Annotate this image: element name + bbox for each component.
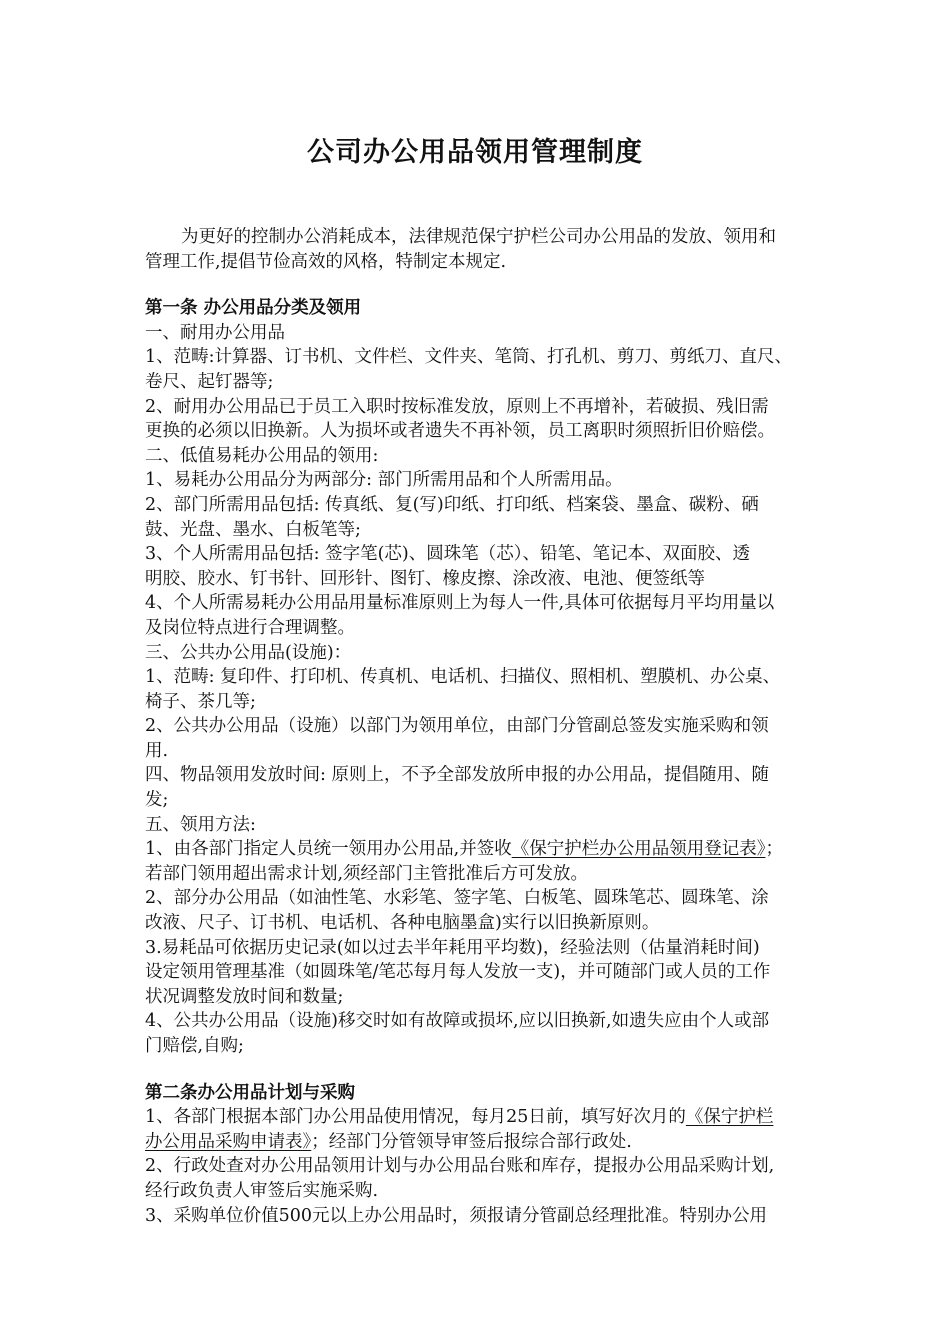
body-line	[145, 1130, 840, 1155]
body-line: 3、个人所需用品包括: 签字笔(芯)、圆珠笔（芯）、铅笔、笔记本、双面胶、透	[145, 544, 750, 565]
body-text: 1、各部门根据本部门办公用品使用情况，每月25日前，填写好次月的	[145, 1107, 686, 1128]
body-text: ；经部门分管领导审签后报综合部行政处.	[311, 1131, 632, 1152]
body-line: 4、个人所需易耗办公用品用量标准原则上为每人一件,具体可依据每月平均用量以	[145, 593, 775, 614]
body-line: 设定领用管理基准（如圆珠笔/笔芯每月每人发放一支)，并可随部门或人员的工作	[145, 962, 771, 983]
body-line: 用.	[145, 740, 169, 761]
body-text: 1、由各部门指定人员统一领用办公用品,并签收	[145, 839, 512, 860]
body-line: 鼓、光盘、墨水、白板笔等;	[145, 519, 361, 540]
body-line: 明胶、胶水、钉书针、回形针、图钉、橡皮擦、涂改液、电池、便签纸等	[145, 568, 705, 589]
body-line: 2、部分办公用品（如油性笔、水彩笔、签字笔、白板笔、圆珠笔芯、圆珠笔、涂	[145, 888, 769, 909]
body-line	[145, 837, 840, 862]
body-line: 2、行政处查对办公用品领用计划与办公用品台账和库存，提报办公用品采购计划,	[145, 1156, 775, 1177]
intro-line: 为更好的控制办公消耗成本，法律规范保宁护栏公司办公用品的发放、领用和	[181, 227, 776, 247]
document-title: 公司办公用品领用管理制度	[307, 137, 643, 168]
body-line: 4、公共办公用品（设施)移交时如有故障或损坏,应以旧换新,如遗失应由个人或部	[145, 1011, 770, 1032]
body-line: 及岗位特点进行合理调整。	[145, 617, 355, 638]
body-line: 二、低值易耗办公用品的领用:	[145, 445, 379, 466]
body-line: 卷尺、起钉器等;	[145, 371, 274, 392]
body-line: 1、易耗办公用品分为两部分: 部门所需用品和个人所需用品。	[145, 470, 623, 491]
body-line: 2、部门所需用品包括: 传真纸、复(写)印纸、打印纸、档案袋、墨盒、碳粉、硒	[145, 494, 759, 515]
body-line: 椅子、茶几等;	[145, 691, 256, 712]
body-line: 一、耐用办公用品	[145, 322, 285, 343]
body-line: 三、公共办公用品(设施)：	[145, 642, 352, 663]
body-line: 发;	[145, 790, 169, 811]
body-line: 五、领用方法:	[145, 814, 256, 835]
body-line: 若部门领用超出需求计划,须经部门主管批准后方可发放。	[145, 863, 589, 884]
body-line: 四、物品领用发放时间: 原则上，不予全部发放所申报的办公用品，提倡随用、随	[145, 765, 769, 786]
body-line	[145, 1105, 840, 1130]
body-line: 状况调整发放时间和数量;	[145, 986, 344, 1007]
body-line: 门赔偿,自购;	[145, 1036, 244, 1056]
form-reference-link: 《保宁护栏	[685, 1107, 774, 1128]
form-reference-link: 办公用品采购申请表》	[145, 1131, 312, 1152]
body-line: 经行政负责人审签后实施采购.	[145, 1180, 379, 1201]
body-line: 2、公共办公用品（设施）以部门为领用单位，由部门分管副总签发实施采购和领	[145, 716, 769, 737]
body-line: 3.易耗品可依据历史记录(如以过去半年耗用平均数)，经验法则（估量消耗时间)	[145, 937, 760, 958]
body-line: 1、范畴:计算器、订书机、文件栏、文件夹、笔筒、打孔机、剪刀、剪纸刀、直尺、	[145, 347, 793, 368]
section-2-heading: 第二条办公用品计划与采购	[145, 1082, 355, 1103]
document-body	[145, 225, 840, 1228]
body-line: 更换的必须以旧换新。人为损坏或者遗失不再补领，员工离职时须照折旧价赔偿。	[145, 421, 775, 442]
body-text: ；	[765, 839, 783, 860]
intro-line: 管理工作,提倡节俭高效的风格，特制定本规定.	[145, 251, 507, 272]
body-line: 改液、尺子、订书机、电话机、各种电脑墨盒)实行以旧换新原则。	[145, 913, 660, 934]
form-reference-link: 《保宁护栏办公用品领用登记表》	[511, 839, 766, 860]
section-1-heading: 第一条 办公用品分类及领用	[145, 298, 362, 319]
body-line: 2、耐用办公用品已于员工入职时按标准发放，原则上不再增补，若破损、残旧需	[145, 396, 769, 417]
body-line: 1、范畴: 复印件、打印机、传真机、电话机、扫描仪、照相机、塑膜机、办公桌、	[145, 667, 781, 688]
body-line: 3、采购单位价值500元以上办公用品时，须报请分管副总经理批准。特别办公用	[145, 1205, 768, 1226]
